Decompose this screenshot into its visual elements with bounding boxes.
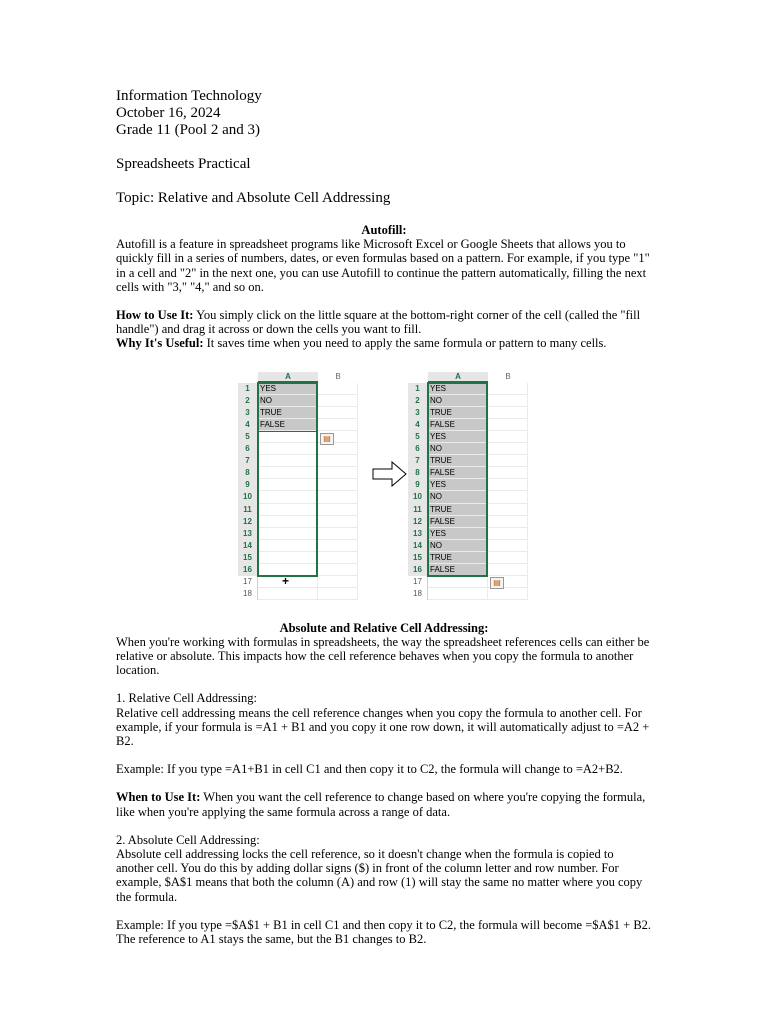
row-number: 7 <box>408 455 428 467</box>
row-number: 14 <box>238 540 258 552</box>
row-number: 1 <box>408 383 428 395</box>
row-number: 10 <box>408 491 428 503</box>
relative-title: 1. Relative Cell Addressing: <box>116 691 257 706</box>
cell-a: FALSE <box>428 419 488 431</box>
fill-handle-cursor: + <box>282 574 290 589</box>
row-number: 18 <box>408 588 428 600</box>
cell-a <box>428 588 488 600</box>
cell-a: FALSE <box>428 516 488 528</box>
row-number: 8 <box>408 467 428 479</box>
autofill-heading: Autofill: <box>361 223 407 237</box>
column-b-header: B <box>335 371 341 381</box>
cell-a: YES <box>428 383 488 395</box>
cell-a: NO <box>428 540 488 552</box>
how-to-use-label: How to Use It: <box>116 308 194 323</box>
cell-b <box>318 588 358 600</box>
cell-b <box>318 479 358 491</box>
cell-b <box>318 516 358 528</box>
row-number: 2 <box>238 395 258 407</box>
cell-a: NO <box>428 395 488 407</box>
addressing-intro: When you're working with formulas in spreadsheets, the way the spreadsheet references cells can either be relative or absolute. This impacts how the cell reference behaves when you copy the formula to another location. <box>116 634 650 678</box>
cell-b <box>488 516 528 528</box>
cell-a: TRUE <box>428 407 488 419</box>
row-number: 13 <box>408 528 428 540</box>
selection-range <box>427 382 488 578</box>
row-number: 8 <box>238 467 258 479</box>
row-number: 11 <box>408 504 428 516</box>
cell-b <box>318 564 358 576</box>
how-to-use-paragraph <box>116 308 652 336</box>
absolute-text: Absolute cell addressing locks the cell reference, so it doesn't change when the formula is copied to another cell. You do this by adding dollar signs ($) in front of the column letter and row number. For example, $A$1 means that both the column (A) and row (1) will stay the same no matter where you copy the formula. <box>116 847 643 904</box>
column-b-header: B <box>505 371 511 381</box>
right-arrow-icon <box>372 461 408 487</box>
cell-a: NO <box>428 491 488 503</box>
subject-line: Information Technology <box>116 88 262 104</box>
row-number: 15 <box>408 552 428 564</box>
cell-b <box>488 564 528 576</box>
autofill-figure <box>116 365 652 615</box>
course-line: Spreadsheets Practical <box>116 156 251 172</box>
how-to-use-text: You simply click on the little square at the bottom-right corner of the cell (called the "fill handle") and drag it across or down the cells you want to fill. <box>116 308 641 337</box>
row-number: 13 <box>238 528 258 540</box>
row-number: 12 <box>408 516 428 528</box>
cell-a: YES <box>428 528 488 540</box>
cell-b <box>488 552 528 564</box>
cell-b <box>318 455 358 467</box>
cell-b <box>318 383 358 395</box>
cell-b <box>488 431 528 443</box>
cell-b <box>318 504 358 516</box>
relative-text: Relative cell addressing means the cell reference changes when you copy the formula to another cell. For example, if your formula is =A1 + B1 and you copy it one row down, it will automatically adjust to =A2 + B2. <box>116 705 650 749</box>
row-number: 3 <box>238 407 258 419</box>
autofill-intro: Autofill is a feature in spreadsheet programs like Microsoft Excel or Google Sheets that allows you to quickly fill in a series of numbers, dates, or even formulas based on a pattern. For example, if you type "1" in a cell and "2" in the next one, you can use Autofill to continue the pattern automatically, filling the next cells with "3," "4," and so on. <box>116 237 650 294</box>
spreadsheet-after <box>408 372 528 601</box>
when-to-use-label: When to Use It: <box>116 790 201 805</box>
cell-b <box>318 540 358 552</box>
row-number: 6 <box>408 443 428 455</box>
cell-a: FALSE <box>428 467 488 479</box>
cell-a: NO <box>428 443 488 455</box>
relative-example: Example: If you type =A1+B1 in cell C1 and then copy it to C2, the formula will change to =A2+B2. <box>116 762 623 777</box>
sheet-row <box>238 576 358 588</box>
cell-b <box>318 407 358 419</box>
row-number: 16 <box>238 564 258 576</box>
when-to-use-paragraph <box>116 790 652 818</box>
cell-b <box>488 528 528 540</box>
cell-a: YES <box>258 383 318 395</box>
cell-b <box>488 479 528 491</box>
sheet-row <box>408 588 528 600</box>
row-number: 17 <box>408 576 428 588</box>
cell-b <box>488 588 528 600</box>
autofill-options-icon[interactable]: ▤ <box>490 577 504 589</box>
row-number: 10 <box>238 491 258 503</box>
row-number: 6 <box>238 443 258 455</box>
why-useful-paragraph <box>116 336 652 350</box>
row-number: 14 <box>408 540 428 552</box>
cell-b <box>488 443 528 455</box>
row-number: 18 <box>238 588 258 600</box>
spreadsheet-before <box>238 372 358 601</box>
cell-a <box>428 576 488 588</box>
sheet-row <box>238 588 358 600</box>
autofill-options-icon[interactable]: ▤ <box>320 433 334 445</box>
why-useful-label: Why It's Useful: <box>116 336 204 351</box>
row-number: 15 <box>238 552 258 564</box>
date-line: October 16, 2024 <box>116 105 221 121</box>
cell-b <box>488 467 528 479</box>
why-useful-text: It saves time when you need to apply the same formula or pattern to many cells. <box>203 336 607 351</box>
column-a-header: A <box>258 372 318 383</box>
cell-b <box>488 407 528 419</box>
topic-line: Topic: Relative and Absolute Cell Addressing <box>116 190 391 206</box>
cell-b <box>318 419 358 431</box>
cell-a: FALSE <box>428 564 488 576</box>
cell-a: NO <box>258 395 318 407</box>
row-number: 7 <box>238 455 258 467</box>
row-number: 9 <box>408 479 428 491</box>
row-number: 16 <box>408 564 428 576</box>
grade-line: Grade 11 (Pool 2 and 3) <box>116 122 260 138</box>
absolute-example: Example: If you type =$A$1 + B1 in cell C1 and then copy it to C2, the formula will become =$A$1 + B2. The reference to A1 stays the same, but the B1 changes to B2. <box>116 917 652 947</box>
row-number: 5 <box>238 431 258 443</box>
cell-b <box>318 491 358 503</box>
grid-after <box>408 383 528 601</box>
row-number: 1 <box>238 383 258 395</box>
cell-a: TRUE <box>428 552 488 564</box>
source-range <box>257 382 318 432</box>
row-number: 9 <box>238 479 258 491</box>
row-number: 2 <box>408 395 428 407</box>
addressing-heading: Absolute and Relative Cell Addressing: <box>279 620 489 635</box>
cell-b <box>488 491 528 503</box>
sheet-row <box>408 576 528 588</box>
cell-b <box>318 395 358 407</box>
cell-a <box>258 588 318 600</box>
cell-b <box>488 383 528 395</box>
cell-b <box>488 455 528 467</box>
cell-b <box>488 395 528 407</box>
row-number: 17 <box>238 576 258 588</box>
row-number: 4 <box>238 419 258 431</box>
cell-b <box>318 576 358 588</box>
cell-b <box>318 528 358 540</box>
cell-b <box>318 552 358 564</box>
cell-a: TRUE <box>428 455 488 467</box>
row-number: 12 <box>238 516 258 528</box>
cell-a: FALSE <box>258 419 318 431</box>
absolute-title: 2. Absolute Cell Addressing: <box>116 832 260 847</box>
when-to-use-text: When you want the cell reference to change based on where you're copying the formula, like when you're applying the same formula across a range of data. <box>116 790 646 819</box>
cell-a: TRUE <box>258 407 318 419</box>
grid-before <box>238 383 358 601</box>
cell-b <box>488 504 528 516</box>
cell-b <box>488 419 528 431</box>
cell-b <box>488 540 528 552</box>
cell-a: TRUE <box>428 504 488 516</box>
document-content <box>116 88 652 946</box>
row-number: 11 <box>238 504 258 516</box>
row-number: 5 <box>408 431 428 443</box>
cell-a: YES <box>428 479 488 491</box>
column-a-header: A <box>428 372 488 383</box>
row-number: 3 <box>408 407 428 419</box>
row-number: 4 <box>408 419 428 431</box>
cell-b <box>318 467 358 479</box>
cell-a: YES <box>428 431 488 443</box>
